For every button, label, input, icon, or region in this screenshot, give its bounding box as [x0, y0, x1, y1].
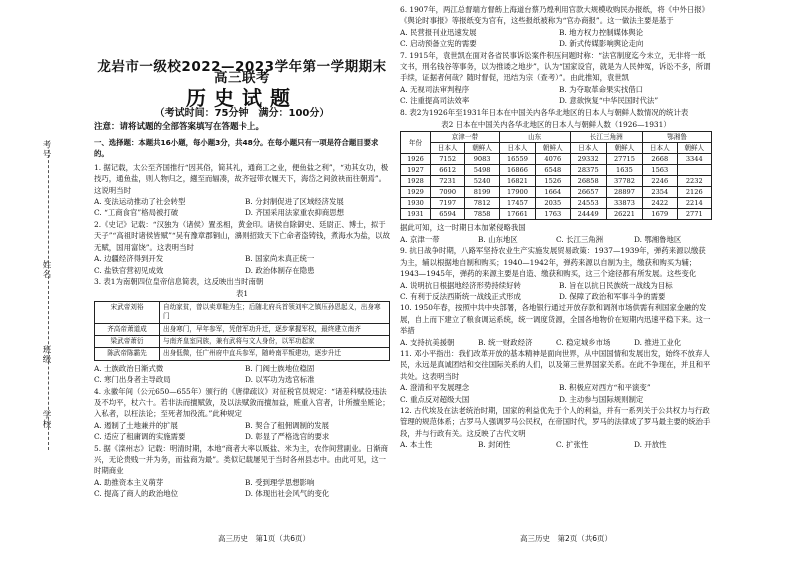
table-row	[401, 176, 712, 187]
question	[400, 50, 712, 107]
answer-option: A. 无视司法审判程序	[400, 84, 470, 94]
table-cell: 3344	[677, 154, 711, 165]
table-caption: 表1	[235, 289, 249, 299]
option-list	[94, 253, 390, 276]
exam-title: 龙岩市一级校2022—2023学年第一学期期末高三联考	[97, 59, 387, 87]
answer-option: A. 民营报刊业迅速发展	[400, 27, 477, 37]
table-cell: 5240	[465, 176, 499, 187]
table-header-cell: 日本人	[570, 143, 606, 154]
table-cell: 7090	[430, 187, 464, 198]
table-cell: 出身低微，任广州府中直兵参军，随岭南平叛建功，逐步升迁	[160, 348, 390, 360]
question-stem: 9. 抗日战争时期，八路军坚持农业生产实施发展贸易政策：1937—1939年，弹药来源以缴获为主，辅以根据地自制和购买；1940—1942年，弹药来源以自制为主，缴获和购买为辅；1943—1945年，弹药的来源主要是自造、缴获和购买，这三个途径都有所发展。这些变化	[400, 246, 706, 279]
option-list	[94, 477, 390, 500]
question-stem: 10. 1950年春，按照中共中央部署，各地银行通过开放存款和调剂市场供需有利国家金融的发展，自上而下建立了粮食调运系统，统一调度货源，全国各地物价在短期内迅速平稳下来。这一举措	[400, 303, 711, 336]
option-list	[400, 382, 712, 405]
table-row	[95, 323, 390, 335]
table-cell: 1928	[401, 176, 431, 187]
table-cell: 1563	[643, 165, 677, 176]
table-cell: 7858	[465, 209, 499, 220]
table-cell: 2126	[677, 187, 711, 198]
table-cell	[677, 165, 711, 176]
table-row	[401, 209, 712, 220]
subject-title: 历史试题	[186, 85, 298, 110]
table-cell: 1763	[536, 209, 570, 220]
table-cell: 7152	[430, 154, 464, 165]
question	[94, 386, 390, 443]
table-cell: 16559	[499, 154, 535, 165]
answer-option: B. 统一财政经济	[478, 337, 533, 347]
answer-option: D. 政治体制存在隐患	[245, 265, 315, 275]
answer-option: D. 以军功为选官标准	[245, 375, 315, 385]
answer-option: B. 山东地区	[478, 234, 518, 244]
answer-option: A. 变法运动推动了社会转型	[94, 197, 186, 207]
answer-option: D. 体现出社会风气的变化	[245, 489, 330, 499]
table-cell: 24553	[570, 198, 606, 209]
question-stem: 4. 永徽年间（公元650—655年）颁行的《唐律疏议》对征税官员规定：“诸差科赋役违法及不均平，杖六十。若非法而擅赋敛，及以法赋敛而擅加益，赃重入官者，计所擅坐赃论；入私者，以枉法论；至死者加役流。”此种规定	[94, 386, 390, 419]
answer-option: B. 国家尚未真正统一	[245, 254, 315, 264]
notice: 注意：请将试题的全部答案填写在答题卡上。	[94, 121, 265, 132]
right-question-list	[400, 4, 712, 451]
answer-option: B. 为夺取革命果实找借口	[559, 84, 644, 94]
table-row	[95, 348, 390, 360]
answer-option: A. 士族政治日渐式微	[94, 363, 164, 373]
answer-option: D. 齐国采用法家重农抑商思想	[245, 208, 345, 218]
table-cell: 6548	[536, 165, 570, 176]
answer-option: D. 彰显了严格选官的要求	[245, 432, 330, 442]
table-cell: 与南齐皇室同族，兼有武将与文人身份，以军功起家	[160, 335, 390, 347]
table-cell: 16866	[499, 165, 535, 176]
answer-option: A. 边疆经济得到开发	[94, 254, 164, 264]
class-label: 班级	[41, 345, 51, 364]
table-row	[401, 165, 712, 176]
question	[94, 443, 390, 500]
table-header-cell: 长江三角洲	[570, 132, 643, 143]
question-tail: 据此可知，这一时期日本加紧侵略我国	[400, 223, 526, 233]
table-cell: 1931	[401, 209, 431, 220]
table-cell: 出身寒门，早年参军，凭借军功升迁，逐步掌握军权，最终建立南齐	[160, 323, 390, 335]
option-list	[400, 439, 712, 450]
question-stem: 6. 1907年，两江总督端方督飭上海道台蔡乃煌利用官款大规模收购民办报纸，将《中外日报》《舆论时事报》等报纸变为官有，这些报纸被称为“官办商报”。这一做法主要是基于	[400, 5, 710, 26]
answer-option: C. 寒门出身者主导政局	[94, 375, 171, 385]
question	[400, 107, 712, 246]
table-caption: 表2 日本在中国关内各华北地区的日本人与朝鲜人数（1926—1931）	[441, 120, 671, 130]
footer-page-2: 高三历史 第2页（共6页）	[520, 534, 613, 543]
table-header-cell: 日本人	[430, 143, 464, 154]
option-list	[400, 337, 712, 348]
table-header-cell: 朝鲜人	[677, 143, 711, 154]
table-header-cell: 日本人	[643, 143, 677, 154]
exam-number-label: 考号	[41, 140, 51, 159]
table-header-cell: 朝鲜人	[606, 143, 642, 154]
answer-option: C. 重点反对超级大国	[400, 394, 470, 404]
table-row	[401, 198, 712, 209]
table-cell: 26858	[570, 176, 606, 187]
question-stem: 2.《史记》记载：“汉独为（诸侯）置丞相，黄金印。诸侯自除御史、廷尉正、博士，拟于天子”“高祖时诸侯皆赋”“吴有豫章郡铜山，濞则招致天下亡命者盗铸钱，煮海水为盐，以故无赋，国用富饶”。这表明当时	[94, 219, 390, 252]
option-list	[94, 420, 390, 443]
answer-option: C. 长江三角洲	[556, 234, 604, 244]
table-cell: 26657	[570, 187, 606, 198]
answer-option: C. 扩张性	[556, 440, 589, 450]
table-header-cell: 朝鲜人	[465, 143, 499, 154]
answer-option: C. 提高了商人的政治地位	[94, 489, 178, 499]
question-stem: 8. 表2为1926年至1931年日本在中国关内各华北地区的日本人与朝鲜人数情况的统计表	[400, 107, 689, 117]
answer-option: A. 助推资本主义萌芽	[94, 477, 164, 487]
student-name-label: 姓名	[41, 260, 51, 279]
table-cell: 陈武帝陈霸先	[95, 348, 160, 360]
table-cell: 2035	[536, 198, 570, 209]
answer-option: C. 适应了租庸调的实施需要	[94, 432, 186, 442]
option-list	[400, 234, 712, 245]
table-cell: 1926	[401, 154, 431, 165]
answer-option: B. 封闭性	[478, 440, 511, 450]
question	[400, 4, 712, 50]
answer-option: D. 新式传媒影响舆论走向	[559, 39, 644, 49]
question-stem: 1. 据记载，太公至齐国推行“因其俗，简其礼，通商工之业，便鱼盐之利”，“劝其女功，极技巧，通鱼盐，则人物归之，繦至而辐凑，故齐冠带衣履天下，海岱之间敛袂而往朝焉”。这说明当时	[94, 162, 389, 195]
table-cell: 37782	[606, 176, 642, 187]
answer-option: D. 保障了政治和军事斗争的需要	[559, 291, 666, 301]
table-cell: 17900	[499, 187, 535, 198]
option-list	[400, 280, 712, 303]
table-cell: 2354	[643, 187, 677, 198]
stats-table	[400, 131, 712, 220]
answer-option: A. 本土性	[400, 440, 433, 450]
answer-option: C. 有利于反法西斯统一战线正式形成	[400, 291, 521, 301]
answer-option: A. 京津一带	[400, 234, 440, 244]
question	[400, 348, 712, 405]
table-header-row	[401, 132, 712, 143]
option-list	[400, 27, 712, 50]
table-cell: 1664	[536, 187, 570, 198]
question	[94, 219, 390, 276]
answer-option: B. 积极应对西方“和平演变”	[559, 383, 651, 393]
table-cell: 1526	[536, 176, 570, 187]
table-cell: 17457	[499, 198, 535, 209]
answer-option: B. 地方权力控制媒体舆论	[559, 27, 644, 37]
left-question-list	[94, 162, 390, 500]
info-table	[94, 301, 390, 361]
table-cell: 宋武帝刘裕	[95, 301, 160, 323]
table-cell: 17661	[499, 209, 535, 220]
answer-option: A. 支持抗美援朝	[400, 337, 455, 347]
table-cell: 1927	[401, 165, 431, 176]
option-list	[94, 363, 390, 386]
answer-option: C. “工商食官”格局被打破	[94, 208, 179, 218]
answer-option: B. 旨在以抗日民族统一战线为目标	[559, 280, 673, 290]
table-cell: 2668	[643, 154, 677, 165]
answer-option: B. 分封制促进了区域经济发展	[245, 197, 344, 207]
table-cell: 2232	[677, 176, 711, 187]
table-cell: 27715	[606, 154, 642, 165]
question-stem: 12. 古代埃及在法老统治时期，国家的利益优先于个人的利益，并有一系列关于公共权力与行政管理的规范体系；古罗马人强调罗马公民权，在帝国时代，罗马的法律成了罗马最主要的统治手段，并与行政有关。这反映了古代文明	[400, 405, 711, 438]
answer-option: A. 遏制了土地兼并的扩展	[94, 420, 178, 430]
table-cell: 1929	[401, 187, 431, 198]
answer-option: C. 启动预备立宪的需要	[400, 39, 477, 49]
question	[400, 302, 712, 348]
table-cell: 自幼家贫，曾以卖草鞋为生；后随北府兵首领刘牢之镇压孙恩起义，出身寒门	[160, 301, 390, 323]
table-header-cell: 日本人	[499, 143, 535, 154]
table-cell: 2422	[643, 198, 677, 209]
table-cell: 齐高帝萧道成	[95, 323, 160, 335]
table-header-cell: 年份	[401, 132, 431, 154]
answer-option: B. 契合了租佣调制的发展	[245, 420, 330, 430]
answer-option: D. 推进工业化	[634, 337, 682, 347]
table-row	[95, 301, 390, 323]
table-row	[95, 335, 390, 347]
table-cell: 6612	[430, 165, 464, 176]
left-column	[94, 4, 390, 500]
table-header-cell: 鄂湘鲁	[643, 132, 712, 143]
option-list	[400, 84, 712, 107]
footer-page-1: 高三历史 第1页（共6页）	[218, 534, 311, 543]
table-cell: 6594	[430, 209, 464, 220]
table-cell: 28897	[606, 187, 642, 198]
answer-option: A. 澄清和平发展理念	[400, 383, 470, 393]
table-cell: 29332	[570, 154, 606, 165]
table-subheader-row	[401, 143, 712, 154]
question-stem: 5. 据《滦州志》记载：明清时期，本地“商者大率以贩盐、米为主，农作间营副业。日渐商兴，无论贵贱一并为务，而盐商为最”。类似记载屡见于当时各州县志中。由此可见，这一时期商业	[94, 443, 389, 476]
table-cell: 1930	[401, 198, 431, 209]
answer-option: C. 稳定城乡市场	[556, 337, 611, 347]
answer-option: B. 门阀士族地位稳固	[245, 363, 315, 373]
answer-option: A. 说明抗日根据地经济形势持续好转	[400, 280, 521, 290]
table-cell: 16821	[499, 176, 535, 187]
answer-option: C. 注重提高司法效率	[400, 96, 470, 106]
time-score: （考试时间：75分钟 满分：100分）	[154, 108, 330, 120]
right-column	[400, 4, 712, 451]
table-header-cell: 山东	[499, 132, 570, 143]
answer-option: C. 盐铁官营初见成效	[94, 265, 164, 275]
section-heading: 一、选择题：本题共16小题，每小题3分，共48分。在每小题只有一项是符合题目要求的。	[94, 138, 379, 159]
table-cell: 1635	[606, 165, 642, 176]
question	[94, 276, 390, 386]
answer-option: D. 开放性	[634, 440, 667, 450]
table-row	[401, 154, 712, 165]
table-cell: 7197	[430, 198, 464, 209]
question-stem: 11. 邓小平指出：我们改革开放的基本精神是面向世界，从中国国情和发展出发，始终不放弃人民，永远是真诚团结和交往国际关系的人们，以及第三世界国家关系。在此不争现在，并且和平共处。这表明当时	[400, 348, 711, 381]
table-header-cell: 朝鲜人	[536, 143, 570, 154]
table-cell: 33873	[606, 198, 642, 209]
table-cell: 24449	[570, 209, 606, 220]
table-cell: 28375	[570, 165, 606, 176]
seal-line	[48, 150, 49, 450]
table-cell: 梁武帝萧衍	[95, 335, 160, 347]
school-label: 学校	[41, 410, 51, 429]
table-cell: 8199	[465, 187, 499, 198]
question	[94, 162, 390, 219]
option-list	[94, 196, 390, 219]
binding-margin	[0, 0, 70, 561]
table-cell: 4076	[536, 154, 570, 165]
table-cell: 7812	[465, 198, 499, 209]
table-cell: 2214	[677, 198, 711, 209]
question-stem: 3. 表1为南朝四位皇帝信息简表，这反映出当时南朝	[94, 276, 264, 286]
table-cell: 7231	[430, 176, 464, 187]
table-cell: 5498	[465, 165, 499, 176]
table-cell: 2771	[677, 209, 711, 220]
table-header-cell: 京津一带	[430, 132, 499, 143]
question-stem: 7. 1915年，袁世凯在面对各省民事诉讼案件积压问题时称：“法官制度迄今未立，无非将一纸文书，刑名钱谷等事务，以为推诿之地步”，认为“国家设官，就是为人民伸冤，诉讼不多，所谓手续，证据者何哉？随时督促，迅结为宗（查考）”。由此推知，袁世凯	[400, 50, 711, 83]
table-cell: 2246	[643, 176, 677, 187]
table-row	[401, 187, 712, 198]
answer-option: B. 受到理学思想影响	[245, 477, 315, 487]
question	[400, 405, 712, 451]
answer-option: D. 主动参与国际规则制定	[559, 394, 644, 404]
question	[400, 245, 712, 302]
table-cell: 1679	[643, 209, 677, 220]
answer-option: D. 意欲恢复“中华民国时代法”	[559, 96, 659, 106]
answer-option: D. 鄂湘鲁地区	[634, 234, 682, 244]
table-cell: 9083	[465, 154, 499, 165]
table-cell: 26221	[606, 209, 642, 220]
